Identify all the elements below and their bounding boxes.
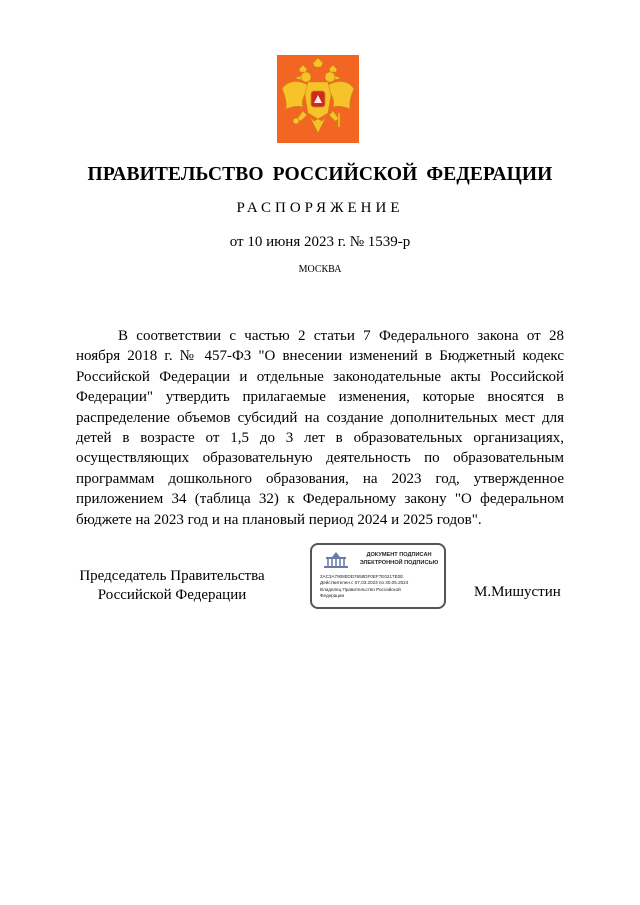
signer-position-line2: Российской Федерации — [97, 587, 247, 603]
electronic-signature-stamp — [310, 543, 446, 609]
order-paragraph: В соответствии с частью 2 статьи 7 Федерального закона от 28 ноября 2018 г. № 457-ФЗ "О внесении изменений в Бюджетный кодекс Российской Федерации и отдельные законодательные акты Российской Федерации" утвердить прилагаемые изменения, которые вносятся в распределение объемов субсидий на создание дополнительных мест для детей в возрасте от 1,5 до 3 лет в образовательных организациях, осуществляющих образовательную деятельность по образовательным программам дошкольного образования, на 2023 год, утвержденное приложением 34 (таблица 32) к Федеральному закону "О федеральном бюджете на 2023 год и на плановый период 2024 и 2025 годов". — [76, 328, 564, 528]
stamp-owner-line1: Владелец Правительство Российской — [320, 586, 401, 592]
stamp-title-line2: ЭЛЕКТРОННОЙ ПОДПИСЬЮ — [359, 560, 439, 566]
organization-title: ПРАВИТЕЛЬСТВО РОССИЙСКОЙ ФЕДЕРАЦИИ — [87, 164, 553, 185]
stamp-title — [356, 551, 442, 567]
stamp-owner-line2: Федерации — [320, 592, 345, 598]
signer-name: М.Мишустин — [474, 584, 561, 600]
document-place: МОСКВА — [298, 264, 342, 275]
government-building-icon — [318, 550, 354, 570]
document-type: РАСПОРЯЖЕНИЕ — [236, 200, 404, 216]
coat-of-arms-emblem — [277, 55, 359, 143]
stamp-details — [320, 574, 444, 599]
document-date-number: от 10 июня 2023 г. № 1539-р — [229, 234, 411, 250]
stamp-certificate: 2AC3A79080DD7658DF0EF7E0217E0E — [320, 574, 404, 579]
stamp-header — [318, 549, 440, 571]
signer-position-line1: Председатель Правительства — [79, 568, 265, 584]
stamp-title-line1: ДОКУМЕНТ ПОДПИСАН — [366, 552, 432, 558]
double-headed-eagle-icon — [277, 55, 359, 143]
signer-position — [72, 567, 272, 605]
stamp-validity: Действителен с 07.03.2023 по 30.05.2024 — [320, 580, 409, 586]
